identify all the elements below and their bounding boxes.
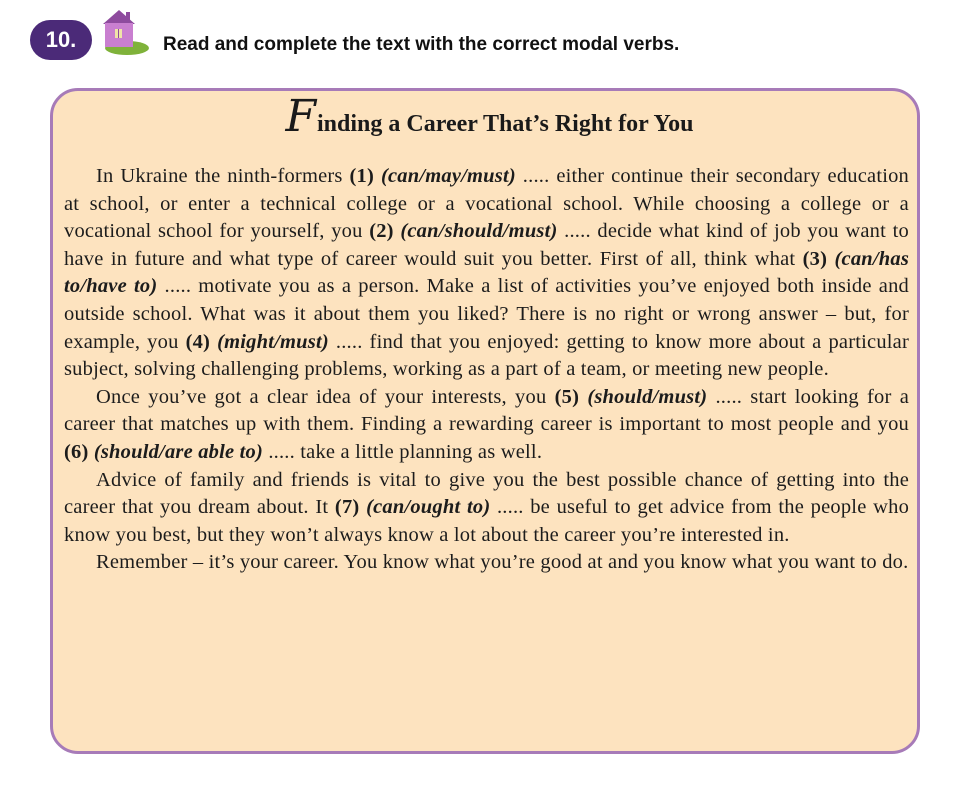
text-span: ..... be useful to get advice from the people who know you best, but they won’t always know a lot about the career you’re interested in. bbox=[64, 496, 910, 546]
gap-options-5: (should/must) bbox=[587, 385, 708, 408]
gap-number-5: (5) bbox=[554, 385, 580, 408]
gap-options-1: (can/may/must) bbox=[380, 165, 516, 187]
text-span: Advice of family and friends is vital to give you the best possible chance of getting into the career that you dream about. It bbox=[64, 468, 909, 519]
text-span: ..... decide what kind of job you want to have in future and what type of career would suit you better. First of all, think what bbox=[64, 220, 909, 270]
gap-number-6: (6) bbox=[64, 440, 89, 463]
house-icon bbox=[95, 4, 153, 58]
article-body bbox=[64, 163, 909, 577]
text-span: ..... find that you enjoyed: getting to know more about a particular subject, solving challenging problems, working as a part of a team, or meeting new people. bbox=[64, 330, 909, 381]
text-span: In Ukraine the ninth-formers bbox=[96, 165, 350, 187]
gap-options-4: (might/must) bbox=[217, 330, 329, 353]
text-span: ..... either continue their secondary education at school, or enter a technical college or a vocational school. While choosing a college or a vocational school for yourself, you bbox=[64, 165, 910, 243]
title-initial: F bbox=[285, 91, 317, 142]
paragraph-3 bbox=[64, 467, 909, 550]
text-span: ..... start looking for a career that matches up with them. Finding a rewarding career is important to most people and you bbox=[64, 385, 910, 436]
gap-options-2: (can/should/must) bbox=[400, 220, 558, 243]
text-span: ..... motivate you as a person. Make a list of activities you’ve enjoyed both inside and outside school. What was it about them you liked? There is no right or wrong answer – but, for example, you bbox=[64, 275, 909, 353]
title-rest: inding a Career That’s Right for You bbox=[317, 111, 694, 137]
exercise-number-badge: 10. bbox=[30, 20, 92, 60]
gap-number-4: (4) bbox=[185, 330, 211, 353]
gap-number-3: (3) bbox=[802, 247, 828, 270]
gap-options-6: (should/are able to) bbox=[93, 440, 263, 463]
article-title bbox=[0, 91, 979, 142]
text-span: Once you’ve got a clear idea of your interests, you bbox=[96, 385, 555, 408]
gap-options-7: (can/ought to) bbox=[366, 496, 491, 519]
exercise-instruction: Read and complete the text with the correct modal verbs. bbox=[163, 34, 680, 55]
paragraph-4: Remember – it’s your career. You know what you’re good at and you know what you want to do. bbox=[96, 551, 909, 574]
gap-options-3: (can/has to/have to) bbox=[64, 247, 910, 298]
paragraph-2 bbox=[64, 384, 909, 467]
gap-number-1: (1) bbox=[349, 165, 375, 187]
gap-number-7: (7) bbox=[334, 496, 360, 519]
paragraph-1 bbox=[64, 163, 909, 384]
text-span: ..... take a little planning as well. bbox=[263, 440, 543, 463]
gap-number-2: (2) bbox=[369, 220, 394, 243]
